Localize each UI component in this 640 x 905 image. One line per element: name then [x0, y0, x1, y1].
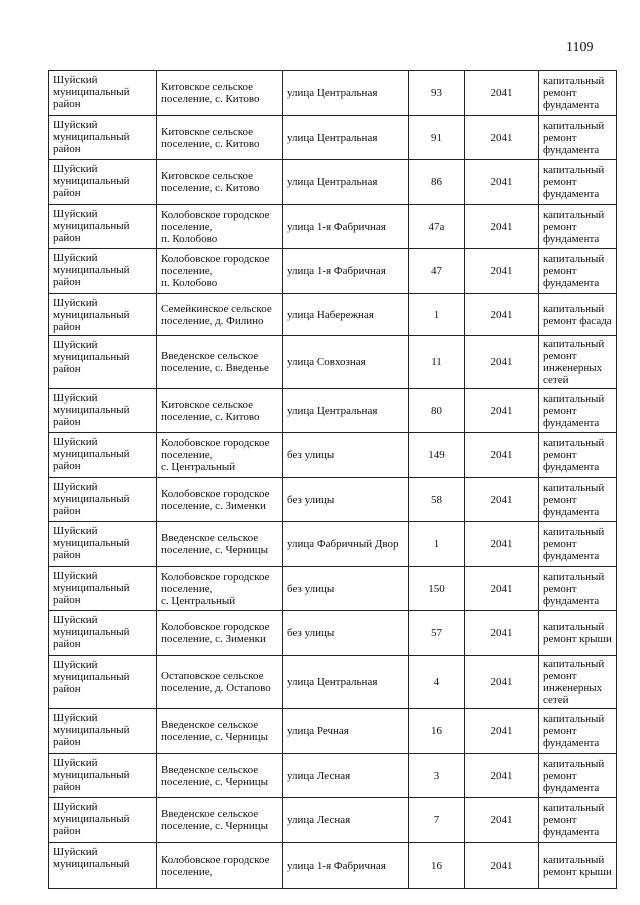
table-row — [49, 567, 617, 611]
cell-street: улица Речная — [283, 709, 409, 754]
table-row — [49, 709, 617, 754]
table-row — [49, 160, 617, 205]
table-row — [49, 389, 617, 433]
cell-house-number: 149 — [409, 433, 465, 478]
cell-year: 2041 — [465, 522, 539, 567]
settlement-line: поселение, с. Китово — [161, 93, 260, 105]
settlement-line: с. Центральный — [161, 594, 236, 607]
cell-street: без улицы — [283, 478, 409, 522]
cell-settlement — [157, 433, 283, 478]
settlement-line: поселение, с. Черницы — [161, 544, 269, 556]
cell-work-type: капитальный ремонт инженерных сетей — [539, 656, 617, 709]
cell-street: улица Центральная — [283, 389, 409, 433]
table-row — [49, 116, 617, 160]
cell-settlement — [157, 116, 283, 160]
table-row — [49, 249, 617, 294]
cell-work-type: капитальный ремонт фундамента — [539, 116, 617, 160]
cell-work-type: капитальный ремонт инженерных сетей — [539, 336, 617, 389]
settlement-line: поселение, с. Черницы — [161, 820, 269, 832]
cell-street: улица Фабричный Двор — [283, 522, 409, 567]
cell-house-number: 58 — [409, 478, 465, 522]
settlement-line: поселение, с. Черницы — [161, 731, 269, 743]
settlement-line: п. Колобово — [161, 232, 218, 245]
settlement-line: Колобовское городское — [161, 208, 270, 221]
cell-settlement — [157, 336, 283, 389]
settlement-line: поселение, — [161, 265, 213, 277]
cell-year: 2041 — [465, 116, 539, 160]
settlement-line: поселение, с. Зименки — [161, 633, 266, 645]
cell-municipal-area: Шуйский муниципальный — [49, 843, 157, 889]
cell-work-type: капитальный ремонт фундамента — [539, 389, 617, 433]
cell-year: 2041 — [465, 478, 539, 522]
settlement-line: п. Колобово — [161, 277, 218, 289]
cell-work-type: капитальный ремонт крыши — [539, 843, 617, 889]
repair-schedule-table — [48, 70, 617, 889]
cell-work-type: капитальный ремонт фундамента — [539, 205, 617, 249]
cell-municipal-area: Шуйский муниципальный район — [49, 798, 157, 843]
settlement-line: поселение, д. Филино — [161, 314, 264, 327]
table-row — [49, 478, 617, 522]
cell-municipal-area: Шуйский муниципальный район — [49, 389, 157, 433]
cell-municipal-area: Шуйский муниципальный район — [49, 754, 157, 798]
cell-house-number: 16 — [409, 709, 465, 754]
settlement-line: поселение, с. Зименки — [161, 499, 266, 512]
cell-settlement — [157, 611, 283, 656]
table-body — [49, 71, 617, 889]
cell-street: улица Лесная — [283, 798, 409, 843]
cell-year: 2041 — [465, 71, 539, 116]
cell-house-number: 80 — [409, 389, 465, 433]
cell-settlement — [157, 754, 283, 798]
cell-settlement — [157, 389, 283, 433]
cell-house-number: 86 — [409, 160, 465, 205]
settlement-line: поселение, — [161, 582, 213, 595]
cell-work-type: капитальный ремонт фундамента — [539, 249, 617, 294]
cell-house-number: 93 — [409, 71, 465, 116]
table-row — [49, 294, 617, 336]
settlement-line: Семейкинское сельское — [161, 302, 272, 315]
cell-house-number: 11 — [409, 336, 465, 389]
cell-work-type: капитальный ремонт фундамента — [539, 567, 617, 611]
cell-municipal-area: Шуйский муниципальный район — [49, 71, 157, 116]
cell-municipal-area: Шуйский муниципальный район — [49, 522, 157, 567]
settlement-line: поселение, — [161, 865, 213, 878]
settlement-line: Введенское сельское — [161, 350, 259, 362]
settlement-line: поселение, с. Китово — [161, 137, 260, 150]
cell-house-number: 150 — [409, 567, 465, 611]
table-row — [49, 611, 617, 656]
settlement-line: Китовское сельское — [161, 398, 254, 411]
cell-house-number: 1 — [409, 294, 465, 336]
cell-street: улица Центральная — [283, 656, 409, 709]
cell-street: улица 1-я Фабричная — [283, 205, 409, 249]
cell-street: улица Лесная — [283, 754, 409, 798]
settlement-line: Введенское сельское — [161, 763, 259, 776]
cell-municipal-area: Шуйский муниципальный район — [49, 336, 157, 389]
cell-settlement — [157, 709, 283, 754]
cell-work-type: капитальный ремонт фундамента — [539, 71, 617, 116]
cell-settlement — [157, 798, 283, 843]
cell-work-type: капитальный ремонт фундамента — [539, 522, 617, 567]
cell-municipal-area: Шуйский муниципальный район — [49, 433, 157, 478]
settlement-line: Введенское сельское — [161, 808, 259, 820]
table-row — [49, 336, 617, 389]
settlement-line: с. Центральный — [161, 461, 236, 473]
cell-municipal-area: Шуйский муниципальный район — [49, 478, 157, 522]
settlement-line: Китовское сельское — [161, 170, 254, 182]
cell-work-type: капитальный ремонт фундамента — [539, 160, 617, 205]
table-row — [49, 754, 617, 798]
cell-street: без улицы — [283, 433, 409, 478]
settlement-line: поселение, — [161, 220, 213, 233]
cell-house-number: 3 — [409, 754, 465, 798]
cell-house-number: 47 — [409, 249, 465, 294]
cell-house-number: 57 — [409, 611, 465, 656]
cell-year: 2041 — [465, 205, 539, 249]
cell-work-type: капитальный ремонт фундамента — [539, 709, 617, 754]
settlement-line: поселение, — [161, 449, 213, 461]
cell-house-number: 7 — [409, 798, 465, 843]
cell-year: 2041 — [465, 389, 539, 433]
cell-street: улица 1-я Фабричная — [283, 249, 409, 294]
cell-street: улица Центральная — [283, 71, 409, 116]
cell-house-number: 16 — [409, 843, 465, 889]
cell-work-type: капитальный ремонт крыши — [539, 611, 617, 656]
page-number: 1109 — [566, 40, 594, 55]
settlement-line: поселение, с. Черницы — [161, 775, 269, 788]
cell-settlement — [157, 567, 283, 611]
settlement-line: Китовское сельское — [161, 81, 254, 93]
cell-settlement — [157, 71, 283, 116]
table-row — [49, 433, 617, 478]
cell-settlement — [157, 205, 283, 249]
cell-street: улица Совхозная — [283, 336, 409, 389]
settlement-line: Колобовское городское — [161, 253, 270, 265]
cell-settlement — [157, 656, 283, 709]
cell-work-type: капитальный ремонт фундамента — [539, 798, 617, 843]
cell-house-number: 4 — [409, 656, 465, 709]
cell-year: 2041 — [465, 294, 539, 336]
cell-year: 2041 — [465, 798, 539, 843]
cell-year: 2041 — [465, 249, 539, 294]
settlement-line: поселение, с. Китово — [161, 182, 260, 194]
settlement-line: Китовское сельское — [161, 125, 254, 138]
settlement-line: Колобовское городское — [161, 570, 270, 583]
cell-municipal-area: Шуйский муниципальный район — [49, 249, 157, 294]
cell-street: улица Центральная — [283, 160, 409, 205]
cell-municipal-area: Шуйский муниципальный район — [49, 656, 157, 709]
cell-street: улица Набережная — [283, 294, 409, 336]
cell-street: улица 1-я Фабричная — [283, 843, 409, 889]
cell-house-number: 91 — [409, 116, 465, 160]
table-row — [49, 656, 617, 709]
cell-street: без улицы — [283, 611, 409, 656]
cell-municipal-area: Шуйский муниципальный район — [49, 116, 157, 160]
cell-settlement — [157, 294, 283, 336]
settlement-line: поселение, д. Остапово — [161, 682, 271, 694]
cell-year: 2041 — [465, 567, 539, 611]
cell-settlement — [157, 249, 283, 294]
settlement-line: Колобовское городское — [161, 621, 270, 633]
settlement-line: Введенское сельское — [161, 719, 259, 731]
settlement-line: Колобовское городское — [161, 487, 270, 500]
settlement-line: Колобовское городское — [161, 437, 270, 449]
cell-municipal-area: Шуйский муниципальный район — [49, 160, 157, 205]
table-row — [49, 205, 617, 249]
cell-work-type: капитальный ремонт фундамента — [539, 433, 617, 478]
cell-year: 2041 — [465, 656, 539, 709]
cell-municipal-area: Шуйский муниципальный район — [49, 611, 157, 656]
cell-house-number: 1 — [409, 522, 465, 567]
cell-year: 2041 — [465, 709, 539, 754]
cell-street: без улицы — [283, 567, 409, 611]
cell-year: 2041 — [465, 336, 539, 389]
settlement-line: поселение, с. Китово — [161, 410, 260, 423]
cell-year: 2041 — [465, 754, 539, 798]
table-row — [49, 522, 617, 567]
cell-work-type: капитальный ремонт фундамента — [539, 754, 617, 798]
cell-work-type: капитальный ремонт фасада — [539, 294, 617, 336]
cell-year: 2041 — [465, 611, 539, 656]
cell-year: 2041 — [465, 433, 539, 478]
settlement-line: Введенское сельское — [161, 532, 259, 544]
cell-settlement — [157, 160, 283, 205]
settlement-line: Колобовское городское — [161, 853, 270, 866]
table-row — [49, 71, 617, 116]
cell-year: 2041 — [465, 160, 539, 205]
settlement-line: Остаповское сельское — [161, 670, 264, 682]
cell-settlement — [157, 522, 283, 567]
cell-municipal-area: Шуйский муниципальный район — [49, 294, 157, 336]
table-row — [49, 843, 617, 889]
cell-house-number: 47а — [409, 205, 465, 249]
cell-year: 2041 — [465, 843, 539, 889]
table-row — [49, 798, 617, 843]
cell-settlement — [157, 478, 283, 522]
cell-street: улица Центральная — [283, 116, 409, 160]
settlement-line: поселение, с. Введенье — [161, 362, 269, 374]
cell-work-type: капитальный ремонт фундамента — [539, 478, 617, 522]
cell-municipal-area: Шуйский муниципальный район — [49, 205, 157, 249]
cell-municipal-area: Шуйский муниципальный район — [49, 709, 157, 754]
cell-municipal-area: Шуйский муниципальный район — [49, 567, 157, 611]
cell-settlement — [157, 843, 283, 889]
